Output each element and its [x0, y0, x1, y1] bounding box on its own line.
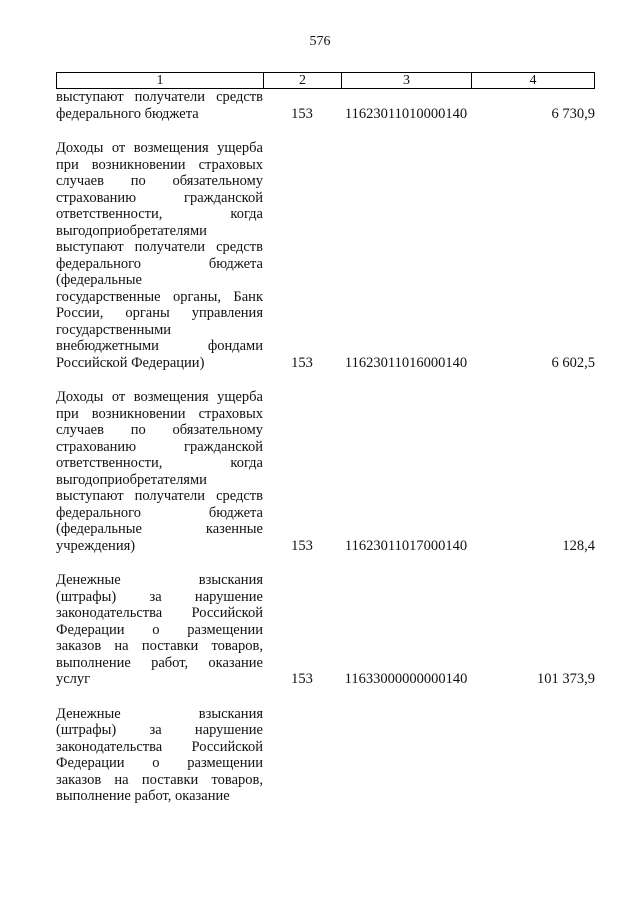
description-line: государственные органы, Банк [56, 288, 263, 305]
description-line: ответственности, когда [56, 455, 263, 471]
description-line: выполнение работ, оказание [56, 654, 263, 671]
description-line: законодательства Российской [56, 605, 263, 621]
description-line: (федеральные казенные [56, 521, 263, 537]
admin-code-cell: 153 [291, 105, 313, 122]
amount-cell: 101 373,9 [537, 671, 595, 687]
description-line: учреждения) [56, 537, 136, 554]
table-row [56, 389, 595, 554]
table-row [56, 140, 595, 371]
table-header-row [56, 72, 595, 89]
description-line: федерального бюджета [56, 504, 263, 521]
admin-code-cell: 153 [291, 671, 313, 687]
description-line: выгодоприобретателями [56, 222, 207, 239]
admin-code-cell: 153 [291, 354, 313, 371]
description-line: случаев по обязательному [56, 173, 263, 189]
description-line: Денежные взыскания [56, 705, 263, 722]
amount-cell: 6 602,5 [551, 354, 595, 371]
description-line: (федеральные [56, 272, 142, 288]
header-col-3: 3 [342, 73, 472, 88]
description-line: ответственности, когда [56, 206, 263, 222]
description-line: выступают получатели средств [56, 488, 263, 504]
header-col-1: 1 [57, 73, 264, 88]
row-description [56, 572, 263, 688]
classification-code-cell: 11623011016000140 [344, 354, 468, 371]
header-col-4: 4 [529, 73, 537, 88]
classification-code-cell: 11623011010000140 [344, 105, 468, 122]
description-line: услуг [56, 671, 91, 687]
table-row [56, 572, 595, 688]
description-line: Доходы от возмещения ущерба [56, 389, 263, 405]
description-line: при возникновении страховых [56, 156, 263, 173]
description-line: Федерации о размещении [56, 755, 263, 771]
description-line: страхованию гражданской [56, 189, 263, 206]
description-line: федерального бюджета [56, 105, 199, 122]
classification-code-cell: 11623011017000140 [344, 537, 468, 554]
table-body [56, 89, 595, 805]
description-line: при возникновении страховых [56, 405, 263, 422]
revenue-table [56, 72, 595, 823]
description-line: Доходы от возмещения ущерба [56, 140, 263, 156]
page-number: 576 [309, 34, 331, 49]
description-line: выступают получатели средств [56, 89, 263, 105]
description-line: заказов на поставки товаров, [56, 771, 263, 788]
description-line: России, органы управления [56, 305, 263, 321]
description-line: государственными [56, 321, 172, 338]
table-row [56, 89, 595, 122]
description-line: (штрафы) за нарушение [56, 722, 263, 738]
row-description [56, 89, 263, 122]
description-line: случаев по обязательному [56, 422, 263, 438]
amount-cell: 6 730,9 [551, 105, 595, 122]
description-line: Федерации о размещении [56, 621, 263, 638]
row-description [56, 706, 263, 805]
description-line: федерального бюджета [56, 255, 263, 272]
description-line: законодательства Российской [56, 738, 263, 755]
description-line: выступают получатели средств [56, 239, 263, 255]
row-description [56, 389, 263, 554]
description-line: выгодоприобретателями [56, 471, 207, 488]
description-line: страхованию гражданской [56, 438, 263, 455]
description-line: Российской Федерации) [56, 354, 205, 371]
amount-cell: 128,4 [562, 537, 595, 554]
row-description [56, 140, 263, 371]
description-line: заказов на поставки товаров, [56, 638, 263, 654]
description-line: (штрафы) за нарушение [56, 588, 263, 605]
description-line: Денежные взыскания [56, 572, 263, 588]
admin-code-cell: 153 [291, 537, 313, 554]
description-line: выполнение работ, оказание [56, 788, 230, 804]
header-col-2: 2 [264, 73, 342, 88]
table-row [56, 706, 595, 805]
description-line: внебюджетными фондами [56, 338, 263, 354]
classification-code-cell: 11633000000000140 [344, 671, 468, 687]
